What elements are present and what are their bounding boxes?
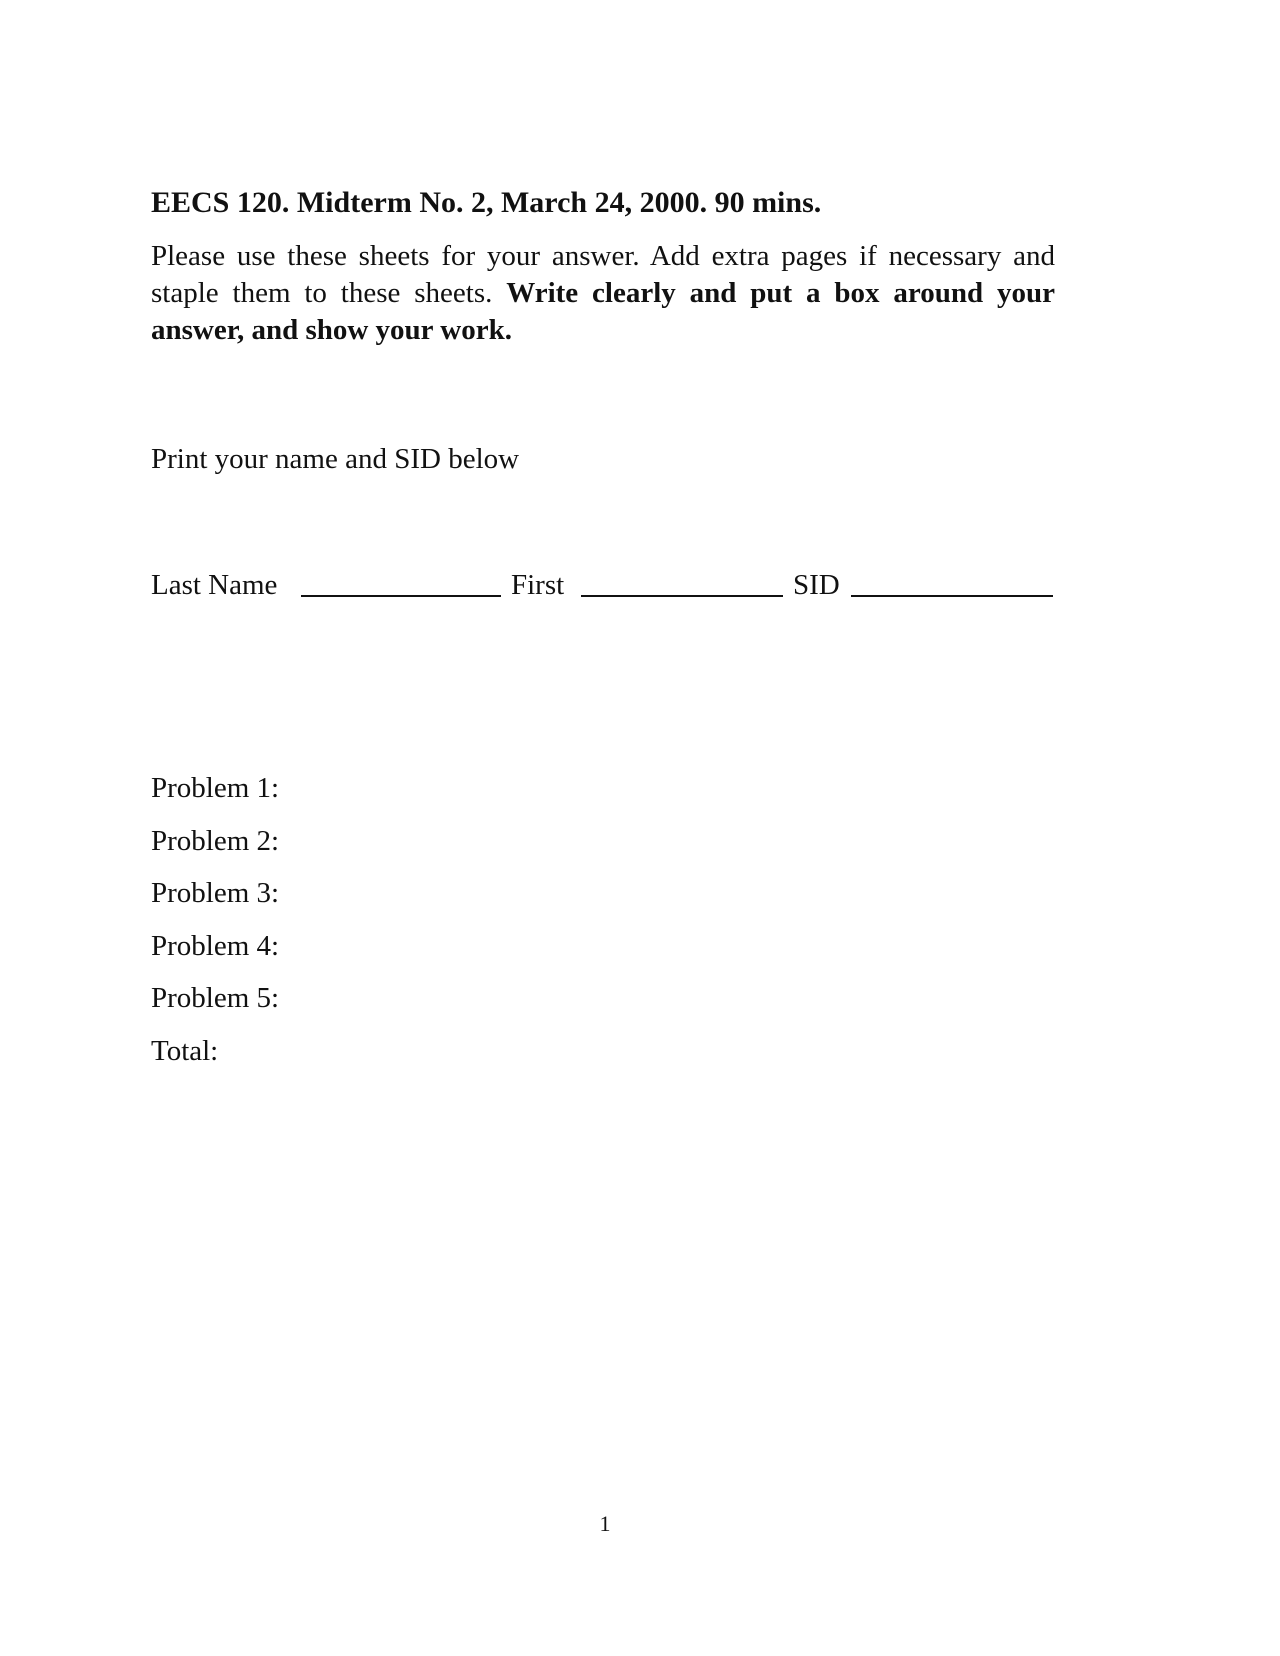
- score-list: [151, 770, 279, 1086]
- sid-label: SID: [793, 569, 840, 601]
- exam-title: EECS 120. Midterm No. 2, March 24, 2000. 90 mins.: [151, 186, 822, 219]
- last-name-blank[interactable]: [301, 595, 501, 597]
- sid-blank[interactable]: [851, 595, 1053, 597]
- problem-5-row: Problem 5:: [151, 982, 280, 1015]
- page-number: 1: [599, 1511, 611, 1536]
- instructions-bold-text: Write clearly and put a box around your answer, and show your work.: [151, 277, 1055, 346]
- first-name-label: First: [511, 569, 565, 601]
- first-name-blank[interactable]: [581, 595, 783, 597]
- total-row: Total:: [151, 1034, 219, 1067]
- problem-2-row: Problem 2:: [151, 824, 280, 857]
- problem-3-row: Problem 3:: [151, 877, 280, 910]
- last-name-label: Last Name: [151, 569, 278, 601]
- problem-4-row: Problem 4:: [151, 929, 280, 962]
- exam-instructions: [151, 238, 1055, 349]
- instructions-plain-text: Please use these sheets for your answer. Add extra pages if necessary and staple them to these sheets.: [151, 240, 1055, 309]
- name-sid-row: [151, 567, 1061, 607]
- problem-1-row: Problem 1:: [151, 772, 280, 804]
- name-sid-prompt: Print your name and SID below: [151, 443, 520, 475]
